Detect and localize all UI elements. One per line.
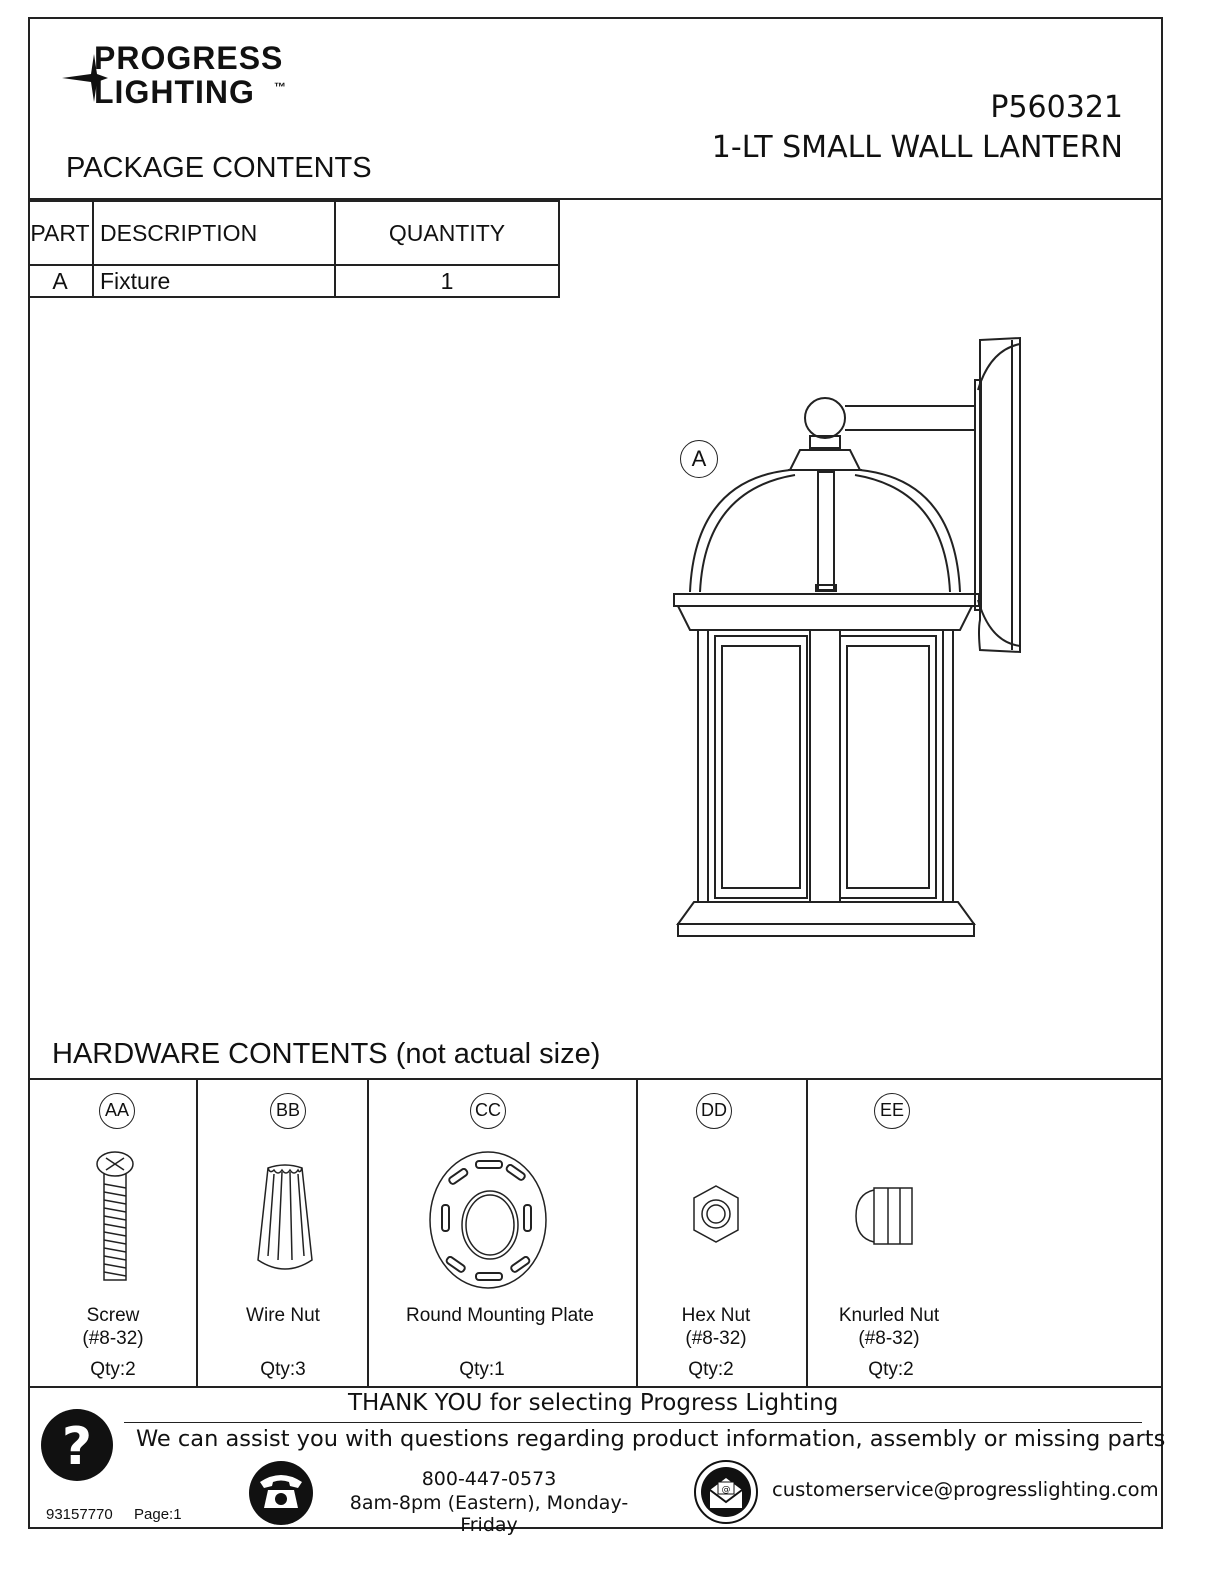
product-code: P560321: [990, 90, 1123, 125]
telephone-icon[interactable]: [248, 1460, 314, 1526]
hw-col-divider: [367, 1078, 369, 1386]
hardware-title: HARDWARE CONTENTS (not actual size): [52, 1038, 601, 1070]
hw-label-bb: BB: [270, 1093, 306, 1129]
header-quantity: QUANTITY: [335, 201, 559, 265]
mounting-plate-icon: [418, 1145, 558, 1295]
lantern-drawing: [660, 330, 1040, 950]
hw-qty-ee: Qty:2: [868, 1359, 914, 1380]
table-row: [28, 265, 559, 297]
hw-qty-cc: Qty:1: [459, 1359, 505, 1380]
hw-spec-dd: (#8-32): [685, 1328, 747, 1349]
hex-nut-icon: [688, 1182, 744, 1246]
footer-divider: [124, 1422, 1142, 1423]
hw-qty-bb: Qty:3: [260, 1359, 306, 1380]
row-part: A: [28, 265, 93, 297]
phone-hours: 8am-8pm (Eastern), Monday-Friday: [349, 1492, 629, 1536]
hw-label-ee: EE: [874, 1093, 910, 1129]
hw-spec-aa: (#8-32): [82, 1328, 144, 1349]
hw-name-aa: Screw: [86, 1305, 140, 1326]
table-header-row: [28, 201, 559, 265]
package-contents-title: PACKAGE CONTENTS: [66, 152, 372, 184]
brand-logo: [60, 40, 320, 110]
screw-icon: [90, 1148, 140, 1288]
hw-name-bb: Wire Nut: [246, 1305, 320, 1326]
thank-you-text: THANK YOU for selecting Progress Lighting: [348, 1390, 839, 1416]
document-number: 93157770: [46, 1506, 113, 1523]
phone-number[interactable]: 800-447-0573: [421, 1468, 557, 1490]
brand-tm: ™: [274, 80, 286, 94]
svg-text:@: @: [721, 1485, 731, 1495]
hw-name-cc: Round Mounting Plate: [405, 1305, 594, 1326]
product-name: 1-LT SMALL WALL LANTERN: [711, 130, 1123, 165]
wire-nut-icon: [250, 1160, 320, 1280]
row-quantity: 1: [335, 265, 559, 297]
hw-label-cc: CC: [470, 1093, 506, 1129]
hardware-bottom-divider: [28, 1386, 1163, 1388]
hw-name-dd: Hex Nut: [681, 1305, 751, 1326]
header-description: DESCRIPTION: [93, 201, 335, 265]
brand-line1: PROGRESS: [94, 40, 284, 76]
email-address[interactable]: customerservice@progresslighting.com: [772, 1478, 1159, 1501]
brand-line2: LIGHTING: [94, 74, 255, 110]
assist-text: We can assist you with questions regarding product information, assembly or missing parts: [136, 1426, 1166, 1452]
svg-text:?: ?: [61, 1417, 93, 1477]
hw-qty-dd: Qty:2: [688, 1359, 734, 1380]
email-icon[interactable]: [694, 1460, 758, 1524]
hw-label-dd: DD: [696, 1093, 732, 1129]
question-mark-icon: [40, 1408, 114, 1482]
package-contents-table: [28, 200, 560, 298]
page-number: Page:1: [134, 1506, 182, 1523]
hw-name-ee: Knurled Nut: [838, 1305, 940, 1326]
hw-label-aa: AA: [99, 1093, 135, 1129]
hw-qty-aa: Qty:2: [90, 1359, 136, 1380]
hw-spec-ee: (#8-32): [858, 1328, 920, 1349]
hardware-top-divider: [28, 1078, 1163, 1080]
fixture-label: A: [680, 440, 718, 478]
row-description: Fixture: [93, 265, 335, 297]
knurled-nut-icon: [852, 1184, 918, 1248]
header-part: PART: [28, 201, 93, 265]
